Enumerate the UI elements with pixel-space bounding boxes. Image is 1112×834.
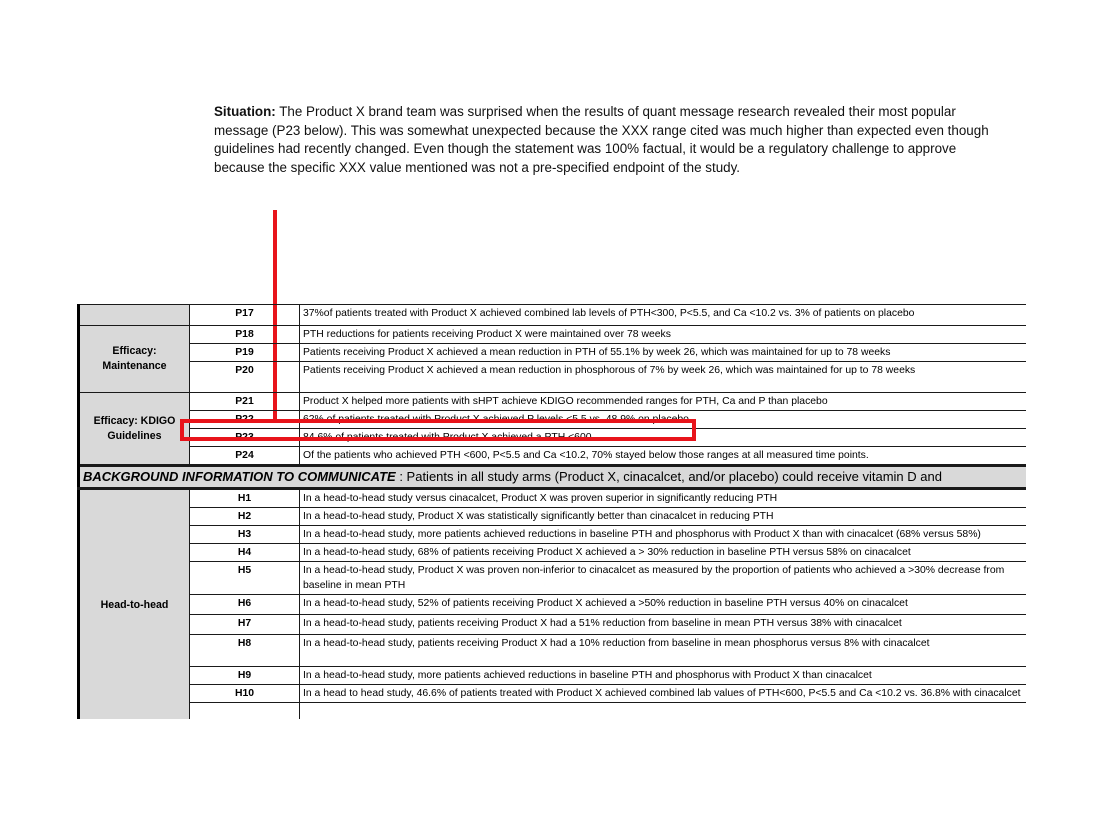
message-text: 37%of patients treated with Product X achieved combined lab levels of PTH<300, P<5.5, and Ca <10.2 vs. 3% of patients on placebo (300, 305, 1027, 326)
table-row (79, 305, 1027, 326)
table-row (79, 393, 1027, 411)
category-cell-blank (79, 305, 190, 326)
table-row (79, 489, 1027, 508)
table-row (79, 508, 1027, 526)
message-text: In a head-to-head study, 68% of patients receiving Product X achieved a > 30% reduction in baseline PTH versus 58% on cinacalcet (300, 544, 1027, 562)
table-row (79, 344, 1027, 362)
table-row (79, 635, 1027, 667)
table-row (79, 615, 1027, 635)
message-text: Patients receiving Product X achieved a mean reduction in PTH of 55.1% by week 26, which was maintained for up to 78 weeks (300, 344, 1027, 362)
message-text: Patients receiving Product X achieved a mean reduction in phosphorous of 7% by week 26, which was maintained for up to 78 weeks (300, 362, 1027, 393)
situation-paragraph (214, 103, 994, 177)
situation-text: The Product X brand team was surprised when the results of quant message research revealed their most popular message (P23 below). This was somewhat unexpected because the XXX range cited was much higher than expected even though guidelines had recently changed. Even though the statement was 100% factual, it would be a regulatory challenge to approve because the specific XXX value mentioned was not a pre-specified endpoint of the study. (214, 104, 989, 175)
background-info-label: BACKGROUND INFORMATION TO COMMUNICATE (83, 469, 396, 484)
message-text: In a head-to-head study versus cinacalcet, Product X was proven superior in significantly reducing PTH (300, 489, 1027, 508)
message-code: H8 (190, 635, 300, 667)
table-row (79, 595, 1027, 615)
message-code: P23 (190, 429, 300, 447)
message-code: H5 (190, 562, 300, 595)
message-table-container (77, 304, 1026, 719)
category-efficacy-kdigo: Efficacy: KDIGO Guidelines (79, 393, 190, 466)
table-row (79, 362, 1027, 393)
message-text: Product X helped more patients with sHPT achieve KDIGO recommended ranges for PTH, Ca and P than placebo (300, 393, 1027, 411)
table-row (79, 526, 1027, 544)
table-row (79, 447, 1027, 466)
situation-label: Situation: (214, 104, 276, 119)
message-code: H6 (190, 595, 300, 615)
message-text: In a head-to-head study, more patients achieved reductions in baseline PTH and phosphorus with Product X than cinacalcet (300, 667, 1027, 685)
message-text: In a head-to-head study, more patients achieved reductions in baseline PTH and phosphorus with Product X than with cinacalcet (68% versus 58%) (300, 526, 1027, 544)
background-info-text: : Patients in all study arms (Product X, cinacalcet, and/or placebo) could receive vitamin D and (395, 469, 942, 484)
table-row (79, 703, 1027, 720)
message-text: In a head-to-head study, Product X was proven non-inferior to cinacalcet as measured by the proportion of patients who achieved a >30% decrease from baseline in mean PTH (300, 562, 1027, 595)
message-text: Of the patients who achieved PTH <600, P<5.5 and Ca <10.2, 70% stayed below those ranges at all measured time points. (300, 447, 1027, 466)
message-text: In a head-to-head study, patients receiving Product X had a 51% reduction from baseline in mean PTH versus 38% with cinacalcet (300, 615, 1027, 635)
table-row (79, 685, 1027, 703)
table-row (79, 326, 1027, 344)
message-text-blank (300, 703, 1027, 720)
message-code: P21 (190, 393, 300, 411)
background-info-row (79, 466, 1027, 489)
message-code: H4 (190, 544, 300, 562)
category-efficacy-maintenance: Efficacy: Maintenance (79, 326, 190, 393)
message-text: In a head to head study, 46.6% of patients treated with Product X achieved combined lab values of PTH<600, P<5.5 and Ca <10.2 vs. 36.8% with cinacalcet (300, 685, 1027, 703)
message-table (77, 304, 1026, 719)
category-head-to-head: Head-to-head (79, 489, 190, 720)
message-code: H2 (190, 508, 300, 526)
message-code: H7 (190, 615, 300, 635)
message-code: H9 (190, 667, 300, 685)
table-row (79, 411, 1027, 429)
message-text: In a head-to-head study, patients receiving Product X had a 10% reduction from baseline in mean phosphorus versus 8% with cinacalcet (300, 635, 1027, 667)
message-code: H3 (190, 526, 300, 544)
background-info-cell (79, 466, 1027, 489)
message-code: H1 (190, 489, 300, 508)
message-code: P18 (190, 326, 300, 344)
message-code: P22 (190, 411, 300, 429)
table-row (79, 544, 1027, 562)
message-code: P20 (190, 362, 300, 393)
message-text: 84.6% of patients treated with Product X achieved a PTH <600. (300, 429, 1027, 447)
message-text: In a head-to-head study, Product X was statistically significantly better than cinacalcet in reducing PTH (300, 508, 1027, 526)
message-text: PTH reductions for patients receiving Product X were maintained over 78 weeks (300, 326, 1027, 344)
message-text: In a head-to-head study, 52% of patients receiving Product X achieved a >50% reduction in baseline PTH versus 40% on cinacalcet (300, 595, 1027, 615)
message-text: 62% of patients treated with Product X achieved P levels <5.5 vs. 48.9% on placebo (300, 411, 1027, 429)
message-code-blank (190, 703, 300, 720)
table-row (79, 562, 1027, 595)
message-code: P24 (190, 447, 300, 466)
table-row (79, 667, 1027, 685)
message-code: P19 (190, 344, 300, 362)
table-row-highlighted (79, 429, 1027, 447)
message-code: H10 (190, 685, 300, 703)
message-code: P17 (190, 305, 300, 326)
